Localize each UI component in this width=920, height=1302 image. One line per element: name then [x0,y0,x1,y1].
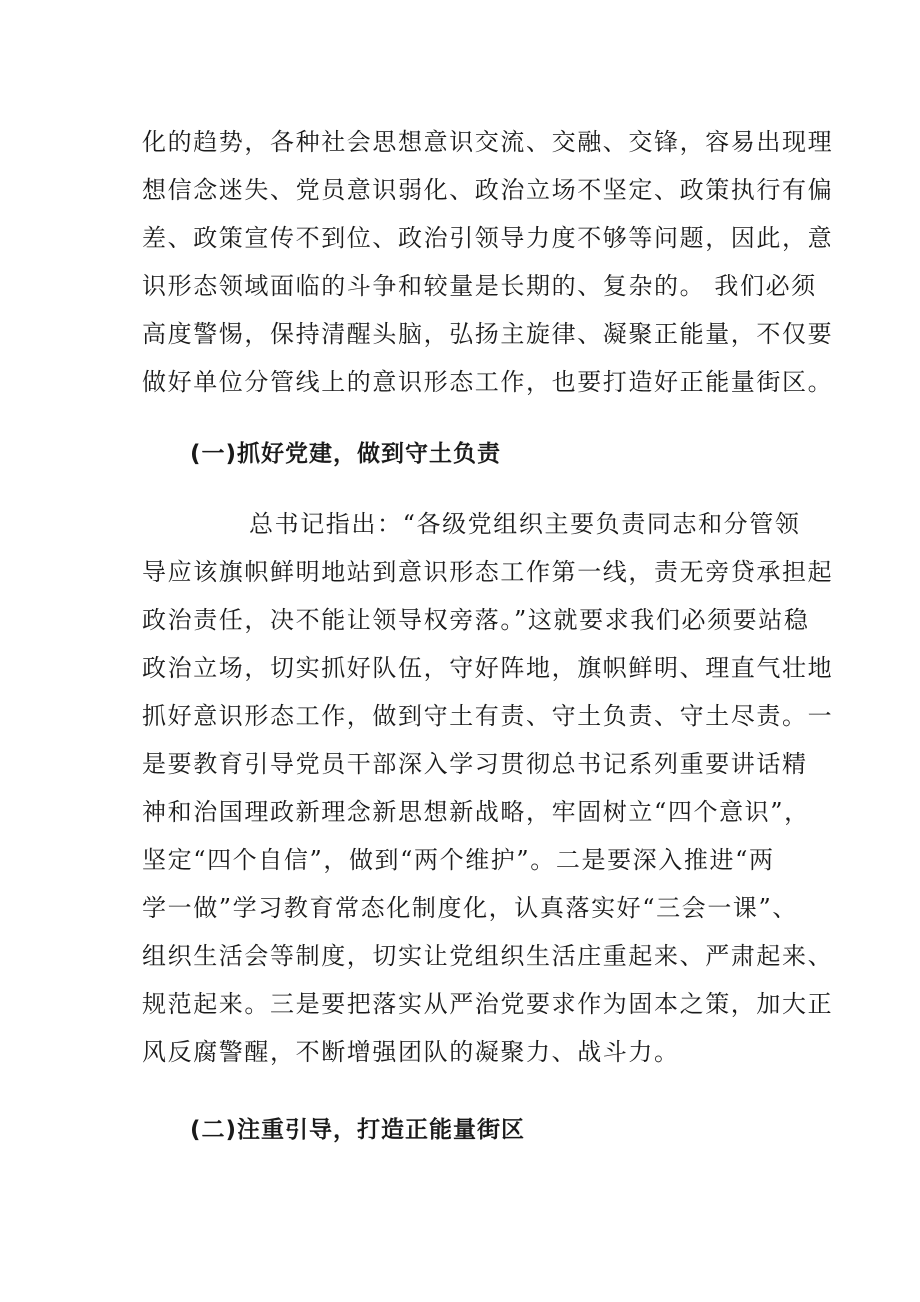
paragraph-party-building [142,500,834,1076]
text-line: 神和治国理政新理念新思想新战略，牢固树立“四个意识”， [142,798,810,826]
text-line: 高度警惕，保持清醒头脑，弘扬主旋律、凝聚正能量，不仅要 [142,320,834,348]
text-line: 想信念迷失、党员意识弱化、政治立场不坚定、政策执行有偏 [142,176,834,204]
text-line: 导应该旗帜鲜明地站到意识形态工作第一线，责无旁贷承担起 [142,558,834,586]
text-line: 组织生活会等制度，切实让党组织生活庄重起来、严肃起来、 [142,942,834,970]
document-body [142,118,834,1154]
text-line: 规范起来。三是要把落实从严治党要求作为固本之策，加大正 [142,990,834,1018]
text-line: 差、政策宣传不到位、政治引领导力度不够等问题，因此，意 [142,224,834,252]
text-line: 抓好意识形态工作，做到守土有责、守土负责、守土尽责。一 [142,702,834,730]
section-heading-1: (一)抓好党建，做到守土负责 [190,441,502,467]
text-line: 识形态领域面临的斗争和较量是长期的、复杂的。 我们必须 [142,272,817,300]
paragraph-ideology-situation [142,118,834,406]
text-line: 学一做”学习教育常态化制度化，认真落实好“三会一课”、 [142,894,799,922]
text-line: 是要教育引导党员干部深入学习贯彻总书记系列重要讲话精 [142,750,808,778]
text-line: 政治立场，切实抓好队伍，守好阵地，旗帜鲜明、理直气壮地 [142,654,834,682]
text-line: 做好单位分管线上的意识形态工作，也要打造好正能量街区。 [142,368,834,396]
text-line: 总书记指出：“各级党组织主要负责同志和分管领 [249,510,801,538]
section-heading-2: (二)注重引导，打造正能量街区 [190,1117,526,1143]
text-line: 政治责任，决不能让领导权旁落。”这就要求我们必须要站稳 [142,606,810,634]
text-line: 坚定“四个自信”，做到“两个维护”。二是要深入推进“两 [142,846,775,874]
text-line: 风反腐警醒，不断增强团队的凝聚力、战斗力。 [142,1038,680,1066]
text-line: 化的趋势，各种社会思想意识交流、交融、交锋，容易出现理 [142,128,834,156]
